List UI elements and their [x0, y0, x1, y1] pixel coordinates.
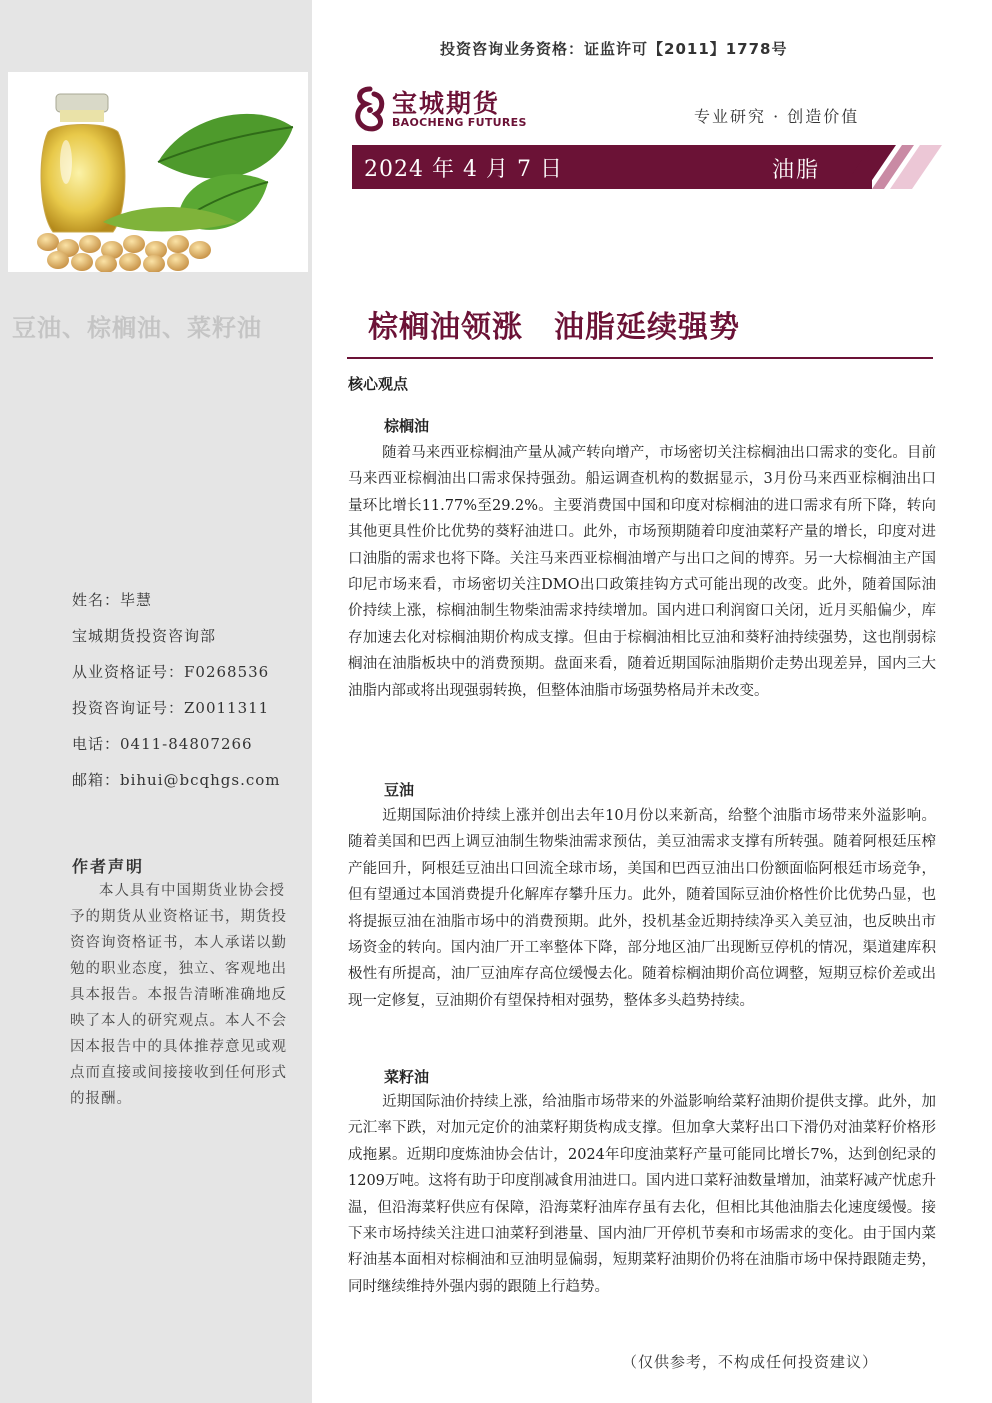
section-heading-soybean-oil: 豆油	[384, 781, 415, 799]
license-line: 投资咨询业务资格：证监许可【2011】1778号	[440, 40, 788, 58]
section-heading-palm-oil: 棕榈油	[384, 417, 430, 435]
author-info	[72, 582, 281, 798]
sidebar	[0, 0, 312, 1403]
date-banner	[352, 145, 942, 189]
author-email: 邮箱：bihui@bcqhgs.com	[72, 771, 281, 789]
disclaimer: （仅供参考，不构成任何投资建议）	[622, 1353, 879, 1371]
section-body-soybean-oil: 近期国际油价持续上涨并创出去年10月份以来新高，给整个油脂市场带来外溢影响。随着美国和巴西上调豆油制生物柴油需求预估，美豆油需求支撑有所转强。随着阿根廷压榨产能回升，阿根廷豆油出口回流全球市场，美国和巴西豆油出口份额面临阿根廷市场竞争，但有望通过本国消费提升化解库存攀升压力。此外，随着国际豆油价格性价比优势凸显，也将提振豆油在油脂市场中的消费预期。此外，投机基金近期持续净买入美豆油，也反映出市场资金的转向。国内油厂开工率整体下降，部分地区油厂出现断豆停机的情况，渠道建库积极性有所提高，油厂豆油库存高位缓慢去化。随着棕榈油期价高位调整，短期豆棕价差或出现一定修复，豆油期价有望保持相对强势，整体多头趋势持续。	[348, 808, 936, 1009]
author-qualification: 从业资格证号：F0268536	[72, 663, 270, 681]
soybean-oil-photo	[8, 72, 308, 272]
oil-jar-soybeans-illustration	[8, 72, 308, 272]
report-categories: 豆油、棕榈油、菜籽油	[12, 314, 262, 342]
report-title: 棕榈油领涨 油脂延续强势	[368, 310, 740, 345]
company-logo	[352, 84, 527, 134]
title-divider	[347, 357, 933, 359]
section-body-rapeseed-oil: 近期国际油价持续上涨，给油脂市场带来的外溢影响给菜籽油期价提供支撑。此外，加元汇率下跌，对加元定价的油菜籽期货构成支撑。但加拿大菜籽出口下滑仍对油菜籽价格形成拖累。近期印度炼油协会估计，2024年印度油菜籽产量可能同比增长7%，达到创纪录的1209万吨。这将有助于印度削减食用油进口。国内进口菜籽油数量增加，油菜籽减产忧虑升温，但沿海菜籽供应有保障，沿海菜籽油库存虽有去化，但相比其他油脂去化速度缓慢。接下来市场持续关注进口油菜籽到港量、国内油厂开停机节奏和市场需求的变化。由于国内菜籽油基本面相对棕榈油和豆油明显偏弱，短期菜籽油期价仍将在油脂市场中保持跟随走势，同时继续维持外强内弱的跟随上行趋势。	[348, 1094, 936, 1295]
report-date: 2024 年 4 月 7 日	[364, 157, 563, 182]
declaration-title: 作者声明	[72, 857, 145, 876]
logo-chinese-name: 宝城期货	[392, 89, 501, 118]
author-department: 宝城期货投资咨询部	[72, 627, 217, 645]
core-view-label: 核心观点	[348, 375, 409, 393]
logo-english-name: BAOCHENG FUTURES	[392, 116, 527, 129]
company-slogan: 专业研究 · 创造价值	[694, 107, 860, 126]
author-consult-license: 投资咨询证号：Z0011311	[72, 699, 270, 717]
section-body-palm-oil: 随着马来西亚棕榈油产量从减产转向增产，市场密切关注棕榈油出口需求的变化。目前马来西亚棕榈油出口需求保持强劲。船运调查机构的数据显示，3月份马来西亚棕榈油出口量环比增长11.77%至29.2%。主要消费国中国和印度对棕榈油的进口需求有所下降，转向其他更具性价比优势的葵籽油进口。此外，市场预期随着印度油菜籽产量的增长，印度对进口油脂的需求也将下降。关注马来西亚棕榈油增产与出口之间的博弈。另一大棕榈油主产国印尼市场来看，市场密切关注DMO出口政策挂钩方式可能出现的改变。此外，随着国际油价持续上涨，棕榈油制生物柴油需求持续增加。国内进口利润窗口关闭，近月买船偏少，库存加速去化对棕榈油期价构成支撑。但由于棕榈油相比豆油和葵籽油持续强势，这也削弱棕榈油在油脂板块中的消费预期。盘面来看，随着近期国际油脂期价走势出现差异，国内三大油脂内部或将出现强弱转换，但整体油脂市场强势格局并未改变。	[348, 445, 936, 699]
banner-stripes-icon	[822, 145, 942, 189]
author-phone: 电话：0411-84807266	[72, 735, 253, 753]
author-name: 姓名：毕慧	[72, 591, 153, 609]
declaration-text: 本人具有中国期货业协会授予的期货从业资格证书，期货投资咨询资格证书，本人承诺以勤勉的职业态度，独立、客观地出具本报告。本报告清晰准确地反映了本人的研究观点。本人不会因本报告中的具体推荐意见或观点而直接或间接接收到任何形式的报酬。	[70, 883, 287, 1107]
section-heading-rapeseed-oil: 菜籽油	[384, 1068, 430, 1086]
category-tag: 油脂	[772, 158, 821, 183]
logo-mark-icon	[352, 86, 388, 132]
